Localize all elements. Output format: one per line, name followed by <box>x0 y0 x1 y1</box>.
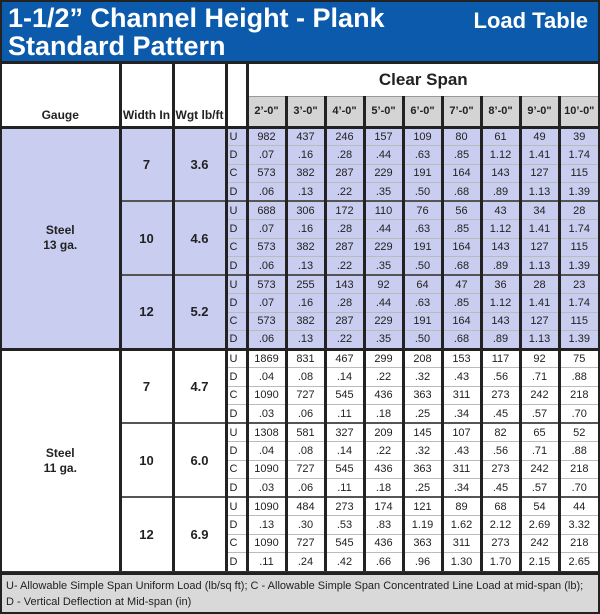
value-cell: .43 <box>442 442 481 461</box>
value-cell: .34 <box>442 405 481 424</box>
value-cell: .66 <box>364 553 403 572</box>
value-cell: 363 <box>403 386 442 405</box>
value-cell: 68 <box>481 497 520 516</box>
value-cell: .45 <box>481 405 520 424</box>
value-cell: 218 <box>559 460 598 479</box>
value-cell: .85 <box>442 220 481 239</box>
value-cell: 218 <box>559 386 598 405</box>
value-cell: .56 <box>481 442 520 461</box>
value-cell: .70 <box>559 479 598 498</box>
value-cell: .44 <box>364 294 403 313</box>
legend-footnote: U- Allowable Simple Span Uniform Load (lb/sq ft); C - Allowable Simple Span Concentrated Line Load at mid-span (lb); D - Vertical Deflection at Mid-span (in) <box>2 572 598 612</box>
load-type-cell: U <box>226 497 247 516</box>
value-cell: 43 <box>481 201 520 220</box>
value-cell: .89 <box>481 183 520 202</box>
load-type-cell: C <box>226 164 247 183</box>
value-cell: 1090 <box>247 534 286 553</box>
value-cell: .04 <box>247 368 286 387</box>
value-cell: 208 <box>403 349 442 368</box>
value-cell: .08 <box>286 442 325 461</box>
value-cell: 117 <box>481 349 520 368</box>
value-cell: .08 <box>286 368 325 387</box>
value-cell: 191 <box>403 312 442 331</box>
width-cell: 7 <box>120 349 173 423</box>
value-cell: 127 <box>520 164 559 183</box>
load-type-cell: U <box>226 275 247 294</box>
value-cell: 246 <box>325 127 364 146</box>
value-cell: 467 <box>325 349 364 368</box>
value-cell: .22 <box>325 331 364 350</box>
value-cell: 1.74 <box>559 220 598 239</box>
width-cell: 10 <box>120 423 173 497</box>
value-cell: 143 <box>325 275 364 294</box>
value-cell: 191 <box>403 164 442 183</box>
value-cell: 157 <box>364 127 403 146</box>
load-type-cell: U <box>226 127 247 146</box>
value-cell: 61 <box>481 127 520 146</box>
value-cell: .06 <box>247 183 286 202</box>
value-cell: .50 <box>403 331 442 350</box>
value-cell: 115 <box>559 164 598 183</box>
value-cell: .07 <box>247 146 286 165</box>
value-cell: .06 <box>247 331 286 350</box>
span-header: 8’-0" <box>481 96 520 127</box>
load-type-cell: D <box>226 368 247 387</box>
value-cell: .71 <box>520 442 559 461</box>
value-cell: 1.62 <box>442 516 481 535</box>
value-cell: .22 <box>325 257 364 276</box>
value-cell: 36 <box>481 275 520 294</box>
value-cell: 82 <box>481 423 520 442</box>
load-type-cell: U <box>226 201 247 220</box>
value-cell: .53 <box>325 516 364 535</box>
value-cell: 2.69 <box>520 516 559 535</box>
value-cell: 1.41 <box>520 294 559 313</box>
value-cell: 1.39 <box>559 257 598 276</box>
load-type-cell: D <box>226 146 247 165</box>
value-cell: .04 <box>247 442 286 461</box>
value-cell: 174 <box>364 497 403 516</box>
load-type-cell: D <box>226 331 247 350</box>
value-cell: 52 <box>559 423 598 442</box>
value-cell: .18 <box>364 405 403 424</box>
value-cell: 115 <box>559 312 598 331</box>
value-cell: .63 <box>403 220 442 239</box>
span-header: 6’-0" <box>403 96 442 127</box>
value-cell: 437 <box>286 127 325 146</box>
value-cell: 273 <box>481 386 520 405</box>
value-cell: .24 <box>286 553 325 572</box>
load-type-cell: D <box>226 553 247 572</box>
value-cell: 311 <box>442 386 481 405</box>
weight-cell: 6.0 <box>173 423 226 497</box>
value-cell: 229 <box>364 164 403 183</box>
value-cell: .88 <box>559 442 598 461</box>
width-cell: 10 <box>120 201 173 275</box>
value-cell: .56 <box>481 368 520 387</box>
value-cell: 242 <box>520 534 559 553</box>
load-type-cell: D <box>226 183 247 202</box>
value-cell: .03 <box>247 479 286 498</box>
value-cell: .30 <box>286 516 325 535</box>
gauge-header: Gauge <box>2 64 120 127</box>
value-cell: .28 <box>325 220 364 239</box>
value-cell: 164 <box>442 312 481 331</box>
value-cell: 287 <box>325 164 364 183</box>
value-cell: .03 <box>247 405 286 424</box>
value-cell: .16 <box>286 146 325 165</box>
value-cell: .57 <box>520 479 559 498</box>
value-cell: 64 <box>403 275 442 294</box>
value-cell: 143 <box>481 312 520 331</box>
value-cell: 1.19 <box>403 516 442 535</box>
value-cell: .22 <box>364 442 403 461</box>
value-cell: 436 <box>364 534 403 553</box>
value-cell: 436 <box>364 460 403 479</box>
value-cell: 121 <box>403 497 442 516</box>
value-cell: 255 <box>286 275 325 294</box>
value-cell: 545 <box>325 460 364 479</box>
load-type-cell: C <box>226 386 247 405</box>
value-cell: .25 <box>403 405 442 424</box>
value-cell: 545 <box>325 386 364 405</box>
value-cell: .32 <box>403 442 442 461</box>
value-cell: 172 <box>325 201 364 220</box>
value-cell: 382 <box>286 164 325 183</box>
value-cell: 110 <box>364 201 403 220</box>
value-cell: 75 <box>559 349 598 368</box>
value-cell: .06 <box>247 257 286 276</box>
span-header: 3’-0" <box>286 96 325 127</box>
value-cell: 545 <box>325 534 364 553</box>
value-cell: 39 <box>559 127 598 146</box>
value-cell: .14 <box>325 442 364 461</box>
value-cell: .28 <box>325 294 364 313</box>
value-cell: 44 <box>559 497 598 516</box>
value-cell: 76 <box>403 201 442 220</box>
value-cell: .35 <box>364 257 403 276</box>
value-cell: .16 <box>286 220 325 239</box>
value-cell: 273 <box>481 460 520 479</box>
gauge-cell: Steel 13 ga. <box>2 127 120 349</box>
span-header: 10’-0" <box>559 96 598 127</box>
value-cell: 982 <box>247 127 286 146</box>
span-header: 2’-0" <box>247 96 286 127</box>
span-header: 9’-0" <box>520 96 559 127</box>
value-cell: 436 <box>364 386 403 405</box>
value-cell: 229 <box>364 238 403 257</box>
value-cell: .35 <box>364 331 403 350</box>
value-cell: .22 <box>364 368 403 387</box>
load-type-header <box>226 64 247 127</box>
value-cell: 1.70 <box>481 553 520 572</box>
value-cell: .68 <box>442 331 481 350</box>
title-line-2: Standard Pattern <box>8 31 226 61</box>
value-cell: 164 <box>442 164 481 183</box>
value-cell: 49 <box>520 127 559 146</box>
weight-cell: 3.6 <box>173 127 226 201</box>
value-cell: .06 <box>286 405 325 424</box>
value-cell: 209 <box>364 423 403 442</box>
weight-header: Wgt lb/ft <box>173 64 226 127</box>
value-cell: .89 <box>481 331 520 350</box>
value-cell: 127 <box>520 312 559 331</box>
value-cell: .88 <box>559 368 598 387</box>
value-cell: .85 <box>442 294 481 313</box>
value-cell: .07 <box>247 220 286 239</box>
value-cell: .44 <box>364 220 403 239</box>
value-cell: 573 <box>247 238 286 257</box>
value-cell: .34 <box>442 479 481 498</box>
title-banner <box>2 2 598 64</box>
value-cell: 127 <box>520 238 559 257</box>
value-cell: .83 <box>364 516 403 535</box>
value-cell: 287 <box>325 238 364 257</box>
value-cell: .25 <box>403 479 442 498</box>
value-cell: 80 <box>442 127 481 146</box>
value-cell: 327 <box>325 423 364 442</box>
value-cell: 1.74 <box>559 294 598 313</box>
value-cell: 1308 <box>247 423 286 442</box>
value-cell: .63 <box>403 294 442 313</box>
value-cell: 727 <box>286 386 325 405</box>
span-header: 5’-0" <box>364 96 403 127</box>
value-cell: .43 <box>442 368 481 387</box>
value-cell: 727 <box>286 534 325 553</box>
table-row <box>2 349 598 368</box>
value-cell: 191 <box>403 238 442 257</box>
value-cell: 3.32 <box>559 516 598 535</box>
value-cell: 287 <box>325 312 364 331</box>
value-cell: 306 <box>286 201 325 220</box>
value-cell: 1.12 <box>481 294 520 313</box>
load-type-cell: C <box>226 534 247 553</box>
value-cell: .13 <box>286 257 325 276</box>
span-header: 4’-0" <box>325 96 364 127</box>
value-cell: 56 <box>442 201 481 220</box>
value-cell: 1.30 <box>442 553 481 572</box>
value-cell: .14 <box>325 368 364 387</box>
value-cell: 1.12 <box>481 220 520 239</box>
load-type-cell: D <box>226 257 247 276</box>
value-cell: 107 <box>442 423 481 442</box>
value-cell: 164 <box>442 238 481 257</box>
value-cell: .42 <box>325 553 364 572</box>
value-cell: 573 <box>247 275 286 294</box>
value-cell: .07 <box>247 294 286 313</box>
value-cell: 1090 <box>247 460 286 479</box>
value-cell: 23 <box>559 275 598 294</box>
clear-span-header: Clear Span <box>247 64 598 96</box>
gauge-cell: Steel 11 ga. <box>2 349 120 571</box>
value-cell: 1.39 <box>559 331 598 350</box>
value-cell: 28 <box>559 201 598 220</box>
value-cell: 311 <box>442 534 481 553</box>
value-cell: 727 <box>286 460 325 479</box>
width-header: Width In <box>120 64 173 127</box>
value-cell: 581 <box>286 423 325 442</box>
value-cell: 382 <box>286 312 325 331</box>
value-cell: .28 <box>325 146 364 165</box>
value-cell: .50 <box>403 257 442 276</box>
load-table-label: Load Table <box>473 8 588 33</box>
value-cell: 92 <box>520 349 559 368</box>
value-cell: .45 <box>481 479 520 498</box>
value-cell: .35 <box>364 183 403 202</box>
width-cell: 12 <box>120 497 173 571</box>
value-cell: 65 <box>520 423 559 442</box>
value-cell: 484 <box>286 497 325 516</box>
value-cell: 573 <box>247 312 286 331</box>
weight-cell: 4.6 <box>173 201 226 275</box>
value-cell: 573 <box>247 164 286 183</box>
span-header: 7’-0" <box>442 96 481 127</box>
value-cell: 229 <box>364 312 403 331</box>
value-cell: .63 <box>403 146 442 165</box>
weight-cell: 4.7 <box>173 349 226 423</box>
value-cell: 1090 <box>247 497 286 516</box>
value-cell: .18 <box>364 479 403 498</box>
value-cell: 311 <box>442 460 481 479</box>
value-cell: 109 <box>403 127 442 146</box>
value-cell: 1090 <box>247 386 286 405</box>
load-type-cell: D <box>226 516 247 535</box>
load-type-cell: D <box>226 294 247 313</box>
width-cell: 7 <box>120 127 173 201</box>
value-cell: 1.41 <box>520 220 559 239</box>
load-type-cell: C <box>226 460 247 479</box>
table-row <box>2 127 598 146</box>
load-type-cell: D <box>226 479 247 498</box>
value-cell: 89 <box>442 497 481 516</box>
load-type-cell: C <box>226 238 247 257</box>
value-cell: 54 <box>520 497 559 516</box>
value-cell: .13 <box>247 516 286 535</box>
value-cell: 1.13 <box>520 331 559 350</box>
value-cell: 273 <box>325 497 364 516</box>
value-cell: 299 <box>364 349 403 368</box>
load-type-cell: U <box>226 349 247 368</box>
title-line-1: 1-1/2” Channel Height - Plank <box>8 3 385 33</box>
value-cell: .44 <box>364 146 403 165</box>
value-cell: .11 <box>325 405 364 424</box>
value-cell: .57 <box>520 405 559 424</box>
value-cell: 2.12 <box>481 516 520 535</box>
value-cell: 92 <box>364 275 403 294</box>
value-cell: .89 <box>481 257 520 276</box>
value-cell: 47 <box>442 275 481 294</box>
value-cell: .68 <box>442 183 481 202</box>
value-cell: .11 <box>325 479 364 498</box>
value-cell: .85 <box>442 146 481 165</box>
load-type-cell: C <box>226 312 247 331</box>
value-cell: 145 <box>403 423 442 442</box>
width-cell: 12 <box>120 275 173 349</box>
value-cell: .71 <box>520 368 559 387</box>
value-cell: 2.15 <box>520 553 559 572</box>
value-cell: 143 <box>481 238 520 257</box>
value-cell: 1.12 <box>481 146 520 165</box>
value-cell: 115 <box>559 238 598 257</box>
value-cell: 1869 <box>247 349 286 368</box>
value-cell: 28 <box>520 275 559 294</box>
value-cell: .11 <box>247 553 286 572</box>
weight-cell: 5.2 <box>173 275 226 349</box>
value-cell: .50 <box>403 183 442 202</box>
value-cell: 1.13 <box>520 183 559 202</box>
load-type-cell: D <box>226 442 247 461</box>
value-cell: 153 <box>442 349 481 368</box>
value-cell: 1.39 <box>559 183 598 202</box>
value-cell: .16 <box>286 294 325 313</box>
value-cell: 2.65 <box>559 553 598 572</box>
value-cell: 1.13 <box>520 257 559 276</box>
value-cell: 363 <box>403 534 442 553</box>
value-cell: 242 <box>520 386 559 405</box>
value-cell: .96 <box>403 553 442 572</box>
value-cell: 1.74 <box>559 146 598 165</box>
value-cell: .32 <box>403 368 442 387</box>
value-cell: 273 <box>481 534 520 553</box>
value-cell: 34 <box>520 201 559 220</box>
value-cell: 831 <box>286 349 325 368</box>
value-cell: 143 <box>481 164 520 183</box>
value-cell: 688 <box>247 201 286 220</box>
value-cell: .68 <box>442 257 481 276</box>
value-cell: 218 <box>559 534 598 553</box>
value-cell: 242 <box>520 460 559 479</box>
value-cell: .70 <box>559 405 598 424</box>
value-cell: .06 <box>286 479 325 498</box>
load-table <box>2 64 598 571</box>
value-cell: 1.41 <box>520 146 559 165</box>
value-cell: 363 <box>403 460 442 479</box>
value-cell: .13 <box>286 331 325 350</box>
value-cell: 382 <box>286 238 325 257</box>
load-type-cell: U <box>226 423 247 442</box>
load-type-cell: D <box>226 405 247 424</box>
value-cell: .13 <box>286 183 325 202</box>
weight-cell: 6.9 <box>173 497 226 571</box>
value-cell: .22 <box>325 183 364 202</box>
load-type-cell: D <box>226 220 247 239</box>
